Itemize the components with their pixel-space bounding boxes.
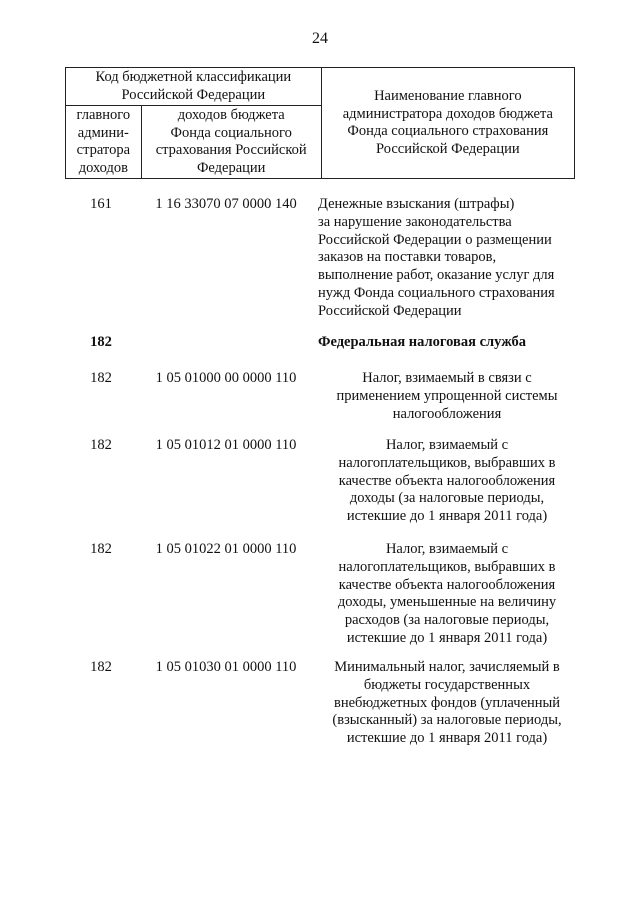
income-name: Минимальный налог, зачисляемый в бюджеты государственных внебюджетных фондов (уплаченный (взысканный) за налоговые периоды, истекшие до 1 января 2011 года) [332, 659, 562, 747]
admin-code: 161 [90, 196, 112, 212]
income-code: 1 05 01022 01 0000 110 [155, 541, 297, 557]
admin-code: 182 [90, 437, 112, 453]
section-title: Федеральная налоговая служба [318, 334, 527, 350]
administrator-name-header: Наименование главного администратора доходов бюджета Фонда социального страхования Российской Федерации [321, 68, 574, 179]
income-name: Налог, взимаемый в связи с применением упрощенной системы налогообложения [336, 370, 558, 422]
admin-code: 182 [90, 541, 112, 557]
income-code: 1 16 33070 07 0000 140 [155, 196, 297, 212]
income-name: Налог, взимаемый с налогоплательщиков, выбравших в качестве объекта налогообложения доходы, уменьшенные на величину расходов (за налоговые периоды, истекшие до 1 января 2011 года) [337, 541, 557, 646]
income-code: 1 05 01000 00 0000 110 [155, 370, 297, 386]
admin-code: 182 [90, 370, 112, 386]
chief-administrator-column-header: главного админи- стратора доходов [66, 106, 142, 179]
income-code: 1 05 01030 01 0000 110 [155, 659, 297, 675]
admin-code: 182 [90, 659, 112, 675]
classification-table-header [65, 67, 575, 179]
page-number: 24 [312, 30, 328, 47]
fund-income-column-header: доходов бюджета Фонда социального страхования Российской Федерации [141, 106, 321, 179]
income-name: Денежные взыскания (штрафы) за нарушение законодательства Российской Федерации о размещении заказов на поставки товаров, выполнение работ, оказание услуг для нужд Фонда социального страхования Российской Федерации [318, 196, 555, 319]
budget-classification-code-header: Код бюджетной классификации Российской Федерации [66, 68, 322, 106]
income-name: Налог, взимаемый с налогоплательщиков, выбравших в качестве объекта налогообложения доходы (за налоговые периоды, истекшие до 1 января 2011 года) [338, 437, 556, 525]
admin-code: 182 [90, 334, 112, 350]
income-code: 1 05 01012 01 0000 110 [155, 437, 297, 453]
